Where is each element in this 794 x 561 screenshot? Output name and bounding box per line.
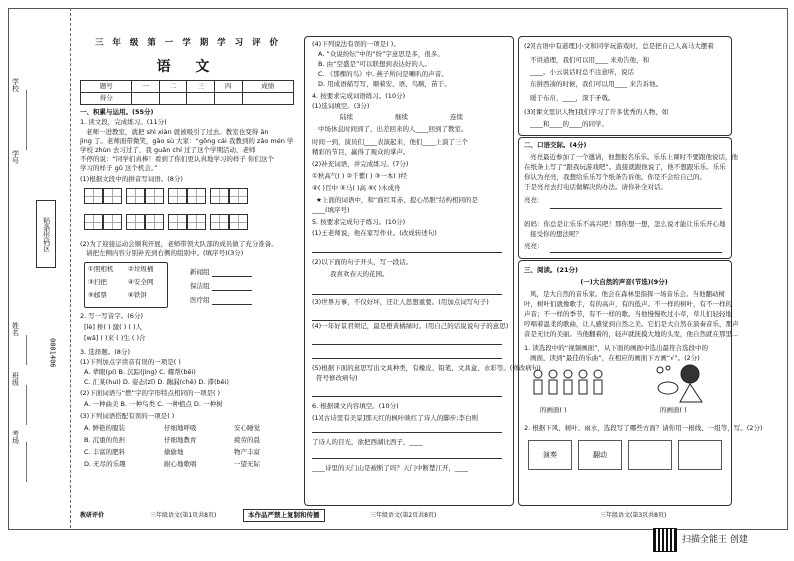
option-item: ⑤邮票 bbox=[88, 291, 107, 299]
answer-box[interactable]: 演奏 bbox=[528, 440, 572, 470]
writing-cell[interactable] bbox=[187, 188, 206, 204]
section-heading: 三、阅读。(21分) bbox=[524, 266, 578, 274]
qr-code-icon bbox=[653, 528, 677, 552]
choice-cell: 疲劳的晨 bbox=[234, 436, 260, 444]
choice-cell: C. 丰富的肥料 bbox=[84, 448, 126, 456]
group-name: 医疗组 bbox=[190, 296, 210, 304]
question-text: (4)下列说法有误的一项是( )。 bbox=[312, 40, 400, 48]
choice-row: D. 用成语描写写，顺着安、语、鸟顺，苗于。 bbox=[318, 80, 451, 88]
question-text: (5)根据下面的意思写出文具种类，有橡皮、铅笔、文具盒、水彩等。(修改病句) bbox=[312, 364, 541, 372]
choice-cell: D. 无尽的乐趣 bbox=[84, 460, 126, 468]
answer-line[interactable] bbox=[550, 204, 722, 209]
score-header: 二 bbox=[159, 81, 187, 93]
question-text: (4)一年好景君须记，最是橙黄橘绿时。(用自己的话说说句子的意思) bbox=[312, 322, 509, 330]
group-name: 保洁组 bbox=[190, 282, 210, 290]
question-text: 5. 按要求完成句子练习。(10分) bbox=[312, 218, 406, 226]
fill-sentence: 中场休息时间到了，出差回来的人____回到了教室。 bbox=[318, 125, 468, 133]
writing-cell[interactable] bbox=[145, 188, 164, 204]
option-item: ③扫把 bbox=[88, 278, 107, 286]
choice-cell: B. 沉重的负担 bbox=[84, 436, 126, 444]
question-text: ____(填序号) bbox=[312, 206, 350, 214]
question-text: (3)[课文里识人物]我们学习了许多优秀的人物，如 bbox=[524, 108, 669, 116]
option-item: ①照相机 bbox=[88, 265, 114, 273]
score-cell[interactable] bbox=[132, 93, 160, 105]
dialogue-line: 亮亮： bbox=[524, 242, 544, 250]
question-text: (3)下列词语搭配有误的一项是( ) bbox=[80, 412, 175, 420]
page-footer: 三年级语文(第3页共8页) bbox=[600, 512, 667, 519]
passage-line: 学校 zhùn 去习过了，我 guǎn chí 过了这个学期活动，老师 bbox=[80, 146, 256, 154]
question-text: (1)选词填空。(3分) bbox=[312, 102, 370, 110]
answer-line[interactable] bbox=[212, 284, 252, 291]
writing-cell[interactable] bbox=[229, 214, 248, 230]
fill-sentence: (1)[古诗里有美景]那天红的枫叶映红了诗人的脚步;李白则 bbox=[312, 414, 478, 422]
writing-cell[interactable] bbox=[168, 214, 187, 230]
homophone-row: [lè] 桥( ) 激( ) ( )人 bbox=[84, 323, 142, 331]
question-text: 1. 读选段中的“视频画面”，从下面的画面中选出最符合选段中的 bbox=[524, 344, 709, 352]
answer-line[interactable] bbox=[312, 390, 502, 397]
answer-line[interactable] bbox=[312, 426, 502, 433]
writing-cell[interactable] bbox=[126, 214, 145, 230]
question-text: 1. 读文段，完成练习。(11分) bbox=[80, 118, 167, 126]
question-text: ★上面的词语中，和“面红耳赤、提心吊胆”结构相同的是 bbox=[316, 196, 479, 204]
choice-cell: 一望无际 bbox=[234, 460, 260, 468]
score-header: 三 bbox=[187, 81, 215, 93]
choice-cell: 耐心地歌唱 bbox=[164, 460, 197, 468]
binding-label-school: 学校 bbox=[11, 78, 20, 92]
choice-row bbox=[84, 448, 260, 457]
section-heading: 二、口语交际。(4分) bbox=[524, 141, 587, 149]
exam-number: 0001406 bbox=[48, 338, 57, 368]
illustration-girl bbox=[650, 362, 720, 406]
word-option: 陆续 bbox=[340, 113, 353, 121]
passage-line: 叶，树叶们就像歌手，有的高声，有的低声。不一样的树叶，有不一样的 bbox=[524, 300, 732, 308]
writing-cell[interactable] bbox=[210, 214, 229, 230]
passage-line: 风，是大自然的音乐家。他会在森林里指挥一场音乐会。当他翻动树 bbox=[530, 290, 725, 298]
choice-row: A. “众说纷纭”中的“纷”字意思是多，很多。 bbox=[318, 50, 444, 58]
choice-cell: 偷偷地 bbox=[164, 448, 184, 456]
grade-title: 三 年 级 第 一 学 期 学 习 评 价 bbox=[94, 38, 282, 48]
score-cell[interactable] bbox=[187, 93, 215, 105]
choice-row: C. 《那棵的鸟》中, 燕子所问是喇叭的声音。 bbox=[318, 70, 448, 78]
fill-sentence: 暖于布帛，____，深于矛戟。 bbox=[530, 94, 615, 102]
passage-line: 你认为亮亮，我想给乐乐写个纸条告诉他。你是不会给自己的。 bbox=[524, 173, 706, 181]
writing-cell[interactable] bbox=[210, 188, 229, 204]
answer-box[interactable] bbox=[628, 440, 672, 470]
question-text: 2. 写一写音字。(6分) bbox=[80, 312, 143, 320]
writing-cell[interactable] bbox=[84, 214, 103, 230]
choice-cell: 仔细地教育 bbox=[164, 436, 197, 444]
question-text: 2. 根据下风、树叶、雨水，选段写了哪些方面？请你用一根线、一组等，写。(2分) bbox=[524, 424, 763, 432]
binding-label-room: 考场 bbox=[11, 430, 20, 444]
answer-box[interactable]: 翻动 bbox=[578, 440, 622, 470]
passage-line: 学习的样子 gǔ 这个机会。” bbox=[80, 164, 158, 172]
dialogue-line: 接受你的想法呢？ bbox=[530, 230, 582, 238]
writing-cell[interactable] bbox=[103, 214, 122, 230]
idiom-row: ①秋高气( ) ②千紫( ) ③一本( )经 bbox=[312, 172, 408, 180]
group-name: 新闻组 bbox=[190, 268, 210, 276]
fill-sentence: 不讲道理，我们可以用____ 来劝告他，和 bbox=[530, 56, 650, 64]
fill-sentence: 东拼西凑的时候，我们可以用____ 来告诉他。 bbox=[530, 80, 663, 88]
answer-line[interactable] bbox=[550, 248, 722, 253]
word-option: 连续 bbox=[450, 113, 463, 121]
binding-line bbox=[26, 442, 27, 482]
question-text: 符号修改病句) bbox=[316, 374, 358, 382]
binding-label-class: 班级 bbox=[11, 372, 20, 386]
question-text: (2)为了迎接运动会顺利开展，老师带领大队部的成员做了充分准备。 bbox=[80, 240, 278, 248]
passage-line: 亮亮最近参加了一个邀请，他想报名乐乐。乐乐上课时不要跟他说话，他 bbox=[530, 153, 738, 161]
word-option: 继续 bbox=[395, 113, 408, 121]
question-text: (1)王老师说，他在家写作业。(改成转述句) bbox=[312, 229, 437, 237]
question-text: 画面，读到“最佳的乐曲”，在相应的画面下方画“√”。(2分) bbox=[530, 354, 700, 362]
score-cell[interactable] bbox=[242, 93, 293, 105]
score-label: 得分 bbox=[81, 93, 132, 105]
score-cell[interactable] bbox=[215, 93, 243, 105]
score-cell[interactable] bbox=[159, 93, 187, 105]
passage-line: 老师一进教室，就把 shì xiàn 就被吸引了过去。教室也变得 ān bbox=[86, 128, 269, 136]
group-label bbox=[190, 268, 252, 277]
passage-line: 不停的说：“同学们真棒！看到了你们更认真地学习的样子 你们这个 bbox=[80, 155, 274, 163]
score-header: 题号 bbox=[81, 81, 132, 93]
choice-row: A. 辈眼(pí) B. 沉踪(jìng) C. 耀帮(bēi) bbox=[84, 368, 196, 376]
answer-line[interactable] bbox=[312, 246, 502, 253]
passage-title: (一)大自然的声音(节选)(9分) bbox=[580, 278, 668, 286]
group-label bbox=[190, 282, 252, 291]
option-item: ④安全网 bbox=[128, 278, 154, 286]
writing-cell[interactable] bbox=[229, 188, 248, 204]
answer-line[interactable] bbox=[312, 288, 502, 295]
fill-sentence: 了诗人的目光，欲把西湖比西子，____ bbox=[312, 438, 423, 446]
passage-line: 声音；不一样的季节，有不一样的歌。当他慢慢吹过小草，草儿们轻轻地 bbox=[524, 310, 732, 318]
writing-cell[interactable] bbox=[103, 188, 122, 204]
score-header: 一 bbox=[132, 81, 160, 93]
scanner-watermark: 扫描全能王 创建 bbox=[682, 535, 748, 545]
homophone-row: [wǎ] ( )来 ( )生 ( )合 bbox=[84, 334, 146, 342]
binding-line bbox=[26, 335, 27, 365]
page-footer: 三年级语文(第2页共8页) bbox=[370, 512, 437, 519]
answer-line[interactable] bbox=[312, 352, 502, 359]
answer-box[interactable] bbox=[678, 440, 722, 470]
fill-sentence: ____和____的____的同学。 bbox=[530, 120, 608, 128]
binding-label-number: 学号 bbox=[11, 150, 20, 164]
option-item: ②垃圾桶 bbox=[128, 265, 154, 273]
page-footer: 三年级语文(第1页共8页) bbox=[150, 512, 217, 519]
picture-caption: 的画面( ) bbox=[540, 406, 567, 414]
question-text: 我喜欢春天的花园。 bbox=[330, 270, 389, 278]
answer-line[interactable] bbox=[312, 314, 502, 321]
subject-title: 语 文 bbox=[156, 59, 220, 75]
question-text: (2)下面词语与“燃”字的字形特点相同的一项是( ) bbox=[80, 389, 221, 397]
binding-label-name: 姓名 bbox=[11, 322, 20, 336]
footer-left-label: 教研评价 bbox=[80, 512, 105, 519]
passage-line: jìng 了。老师面带微笑，gāo sù 大家：“gōng cái 我教到的 zǎo mén 学 bbox=[80, 137, 294, 145]
question-text: 6. 根据课文内容填空。(10分) bbox=[312, 402, 399, 410]
pinyin-grid-row-2 bbox=[84, 214, 248, 230]
pinyin-grid-row-1 bbox=[84, 188, 248, 204]
copyright-notice: 本作品严禁上复制和传播 bbox=[243, 509, 325, 522]
choice-row bbox=[84, 424, 260, 433]
barcode-area: 贴条形码区 bbox=[36, 200, 56, 268]
question-text: (1)根据文段中的拼音写词语。(8分) bbox=[80, 175, 183, 183]
passage-line: 音是无比的美丽。当他翻着的，轻声就抚摸大地的头发，他自然就在那里... bbox=[524, 330, 739, 338]
binding-line bbox=[26, 90, 27, 150]
choice-row bbox=[84, 460, 260, 469]
writing-cell[interactable] bbox=[168, 188, 187, 204]
dialogue-line: 妈妈：你总是让乐乐不高兴吧！那你想一想，怎么说才能让乐乐开心地 bbox=[524, 220, 726, 228]
choice-row: A. 一种曲美 B. 一种鸟类 C. 一种植点 D. 一种树 bbox=[84, 400, 223, 408]
illustration-band bbox=[528, 364, 618, 404]
fill-sentence: ____诗里的天门山是被断了吗？天门中断楚江开，____ bbox=[312, 464, 468, 472]
question-text: 4. 按要求完成词语练习。(10分) bbox=[312, 92, 406, 100]
dialogue-line: 亮亮： bbox=[524, 196, 544, 204]
writing-cell[interactable] bbox=[187, 214, 206, 230]
fill-sentence: ____。小云说话时总不注意听，说话 bbox=[530, 68, 634, 76]
choice-row bbox=[84, 436, 260, 445]
passage-line: 于是亮亮去打电话做解决的办法。请你补全对话。 bbox=[524, 183, 667, 191]
picture-caption: 的画面( ) bbox=[660, 406, 687, 414]
binding-line bbox=[26, 385, 27, 425]
answer-line[interactable] bbox=[312, 338, 502, 345]
choice-cell: 安心睡觉 bbox=[234, 424, 260, 432]
choice-row: C. 汇某(huì) D. 姿态(zī) D. 蹦漏(chē) D. 滞(bēi) bbox=[84, 378, 229, 386]
answer-line[interactable] bbox=[212, 298, 252, 305]
writing-cell[interactable] bbox=[126, 188, 145, 204]
question-text: 请把左侧内容分别补充到右侧的组别中。(填序号)(3分) bbox=[86, 249, 244, 257]
fill-sentence: 时间一到，演员们____表演起来，他们____上演了三个 bbox=[312, 138, 468, 146]
score-header: 四 bbox=[215, 81, 243, 93]
option-item: ⑥铁饼 bbox=[128, 291, 147, 299]
question-text: (2)以下面的句子开头，写一段话。 bbox=[312, 258, 413, 266]
group-label bbox=[190, 296, 252, 305]
choice-row: B. 由“空盛是”可以联想到表达好的人。 bbox=[318, 60, 431, 68]
score-header: 成绩 bbox=[242, 81, 293, 93]
section-heading: 一、积累与运用。(55分) bbox=[80, 108, 154, 116]
question-text: 3. 选择题。(8分) bbox=[80, 348, 130, 356]
idiom-row: ④( )百中 ⑤马( )高 ⑥( )木成舟 bbox=[312, 184, 401, 192]
score-table bbox=[80, 80, 294, 105]
question-text: (2)[古语中有道理]小文和同学玩游戏时，总是把自己人高马大摆着 bbox=[524, 42, 714, 50]
fill-sentence: 精彩的节目，赢得了观众的掌声。 bbox=[312, 148, 410, 156]
question-text: (3)世界万事，不仅好坏，还让人思想重要。(用加点词写句子) bbox=[312, 298, 489, 306]
choice-cell: 仔细地呼吸 bbox=[164, 424, 197, 432]
question-text: (1)下列加点字读音有误的一项是( ) bbox=[80, 358, 181, 366]
answer-line[interactable] bbox=[312, 452, 502, 459]
choice-cell: 物产丰富 bbox=[234, 448, 260, 456]
passage-line: 在纸条上写了“跟我玩游戏吧”。直接就跟他说了，他不想跟乐乐。乐乐 bbox=[524, 163, 726, 171]
answer-line[interactable] bbox=[212, 270, 252, 277]
choice-cell: A. 鲜艳的服装 bbox=[84, 424, 125, 432]
passage-line: 哼唱着温柔的歌曲，让人感觉到自然之美。它们是大自然在演奏音乐，那声 bbox=[524, 320, 739, 328]
writing-cell[interactable] bbox=[145, 214, 164, 230]
question-text: (2)补充词语，并完成练习。(7分) bbox=[312, 160, 409, 168]
writing-cell[interactable] bbox=[84, 188, 103, 204]
